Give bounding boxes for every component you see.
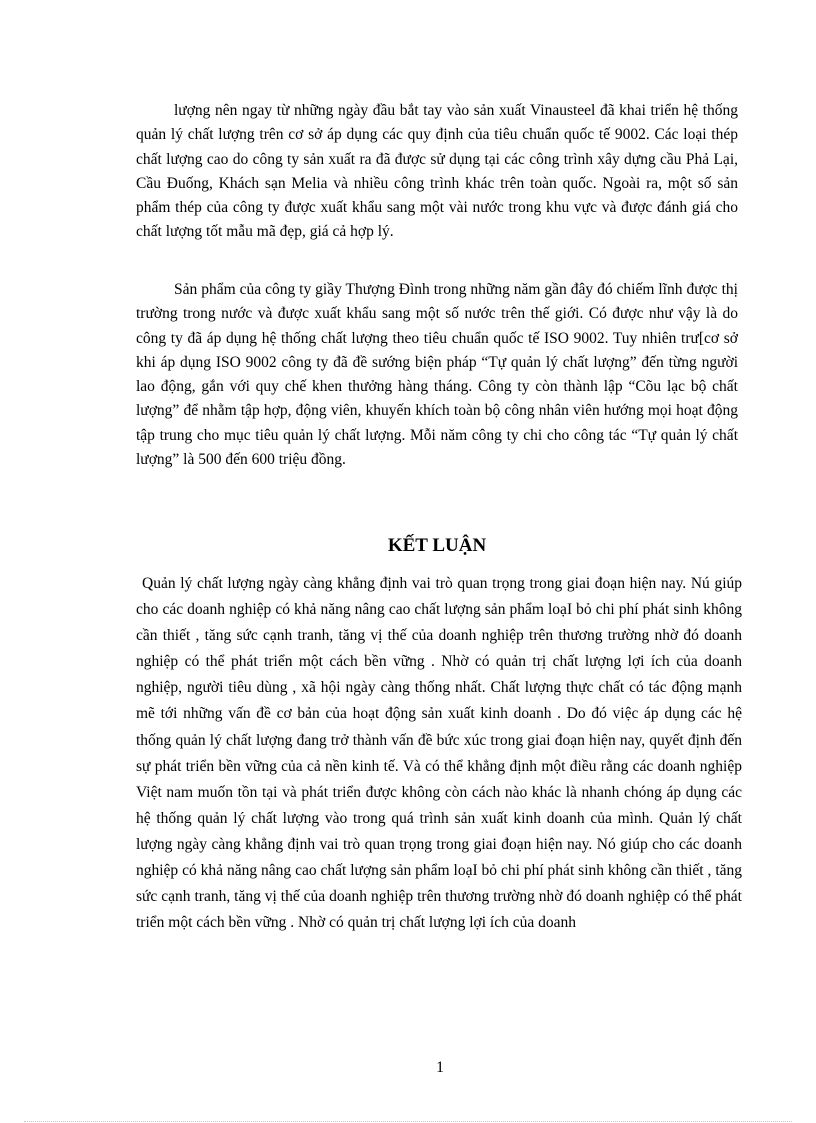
conclusion-paragraph: Quản lý chất lượng ngày càng khẳng định vai trò quan trọng trong giai đoạn hiện nay. Nú giúp cho các doanh nghiệp có khả năng nâng cao chất lượng sản phẩm loạI bỏ chi phí phát sinh không cần thiết , tăng sức cạnh tranh, tăng vị thế của doanh nghiệp trên thương trường nhờ đó doanh nghiệp có thể phát triển một cách bền vững . Nhờ có quản trị chất lượng lợi ích của doanh nghiệp, người tiêu dùng , xã hội ngày càng thống nhất. Chất lượng thực chất có tác động mạnh mẽ tới những vấn đề cơ bản của hoạt động sản xuất kinh doanh . Do đó việc áp dụng các hệ thống quản lý chất lượng đang trở thành vấn đề bức xúc trong giai đoạn hiện nay, quyết định đến sự phát triển bền vững của cả nền kinh tế. Và có thể khẳng định một điều rằng các doanh nghiệp Việt nam muốn tồn tại và phát triển được không còn cách nào khác là nhanh chóng áp dụng các hệ thống quản lý chất lượng vào trong quá trình sản xuất kinh doanh của mình. Quản lý chất lượng ngày càng khẳng định vai trò quan trọng trong giai đoạn hiện nay. Nó giúp cho các doanh nghiệp có khả năng nâng cao chất lượng sản phẩm loạI bỏ chi phí phát sinh không cần thiết , tăng sức cạnh tranh, tăng vị thế của doanh nghiệp trên thương trường nhờ đó doanh nghiệp có thể phát triển một cách bền vững . Nhờ có quản trị chất lượng lợi ích của doanh <box>136 575 742 932</box>
conclusion-heading: KẾT LUẬN <box>387 535 487 556</box>
page-bottom-divider <box>24 1121 792 1122</box>
body-paragraph-2: Sản phẩm của công ty giầy Thượng Đình trong những năm gần đây đó chiếm lĩnh được thị trường trong nước và được xuất khẩu sang một số nước trên thế giới. Có được như vậy là do công ty đã áp dụng hệ thống chất lượng theo tiêu chuẩn quốc tế ISO 9002. Tuy nhiên trư[cơ sở khi áp dụng ISO 9002 công ty đã đề sướng biện pháp “Tự quản lý chất lượng” đến từng người lao động, gắn với quy chế khen thưởng hàng tháng. Công ty còn thành lập “Cõu lạc bộ chất lượng” để nhằm tập hợp, động viên, khuyến khích toàn bộ công nhân viên hướng mọi hoạt động tập trung cho mục tiêu quản lý chất lượng. Mỗi năm công ty chi cho công tác “Tự quản lý chất lượng” là 500 đến 600 triệu đồng. <box>136 281 738 469</box>
body-paragraph-1: lượng nên ngay từ những ngày đầu bắt tay vào sản xuất Vinausteel đã khai triển hệ thống quản lý chất lượng trên cơ sở áp dụng các quy định của tiêu chuẩn quốc tế 9002. Các loại thép chất lượng cao do công ty sản xuất ra đã được sử dụng tại các công trình xây dựng cầu Phả Lại, Cầu Đuống, Khách sạn Melia và nhiều công trình khác trên toàn quốc. Ngoài ra, một số sản phẩm thép của công ty được xuất khẩu sang một vài nước trong khu vực và được đánh giá cho chất lượng tốt mẫu mã đẹp, giá cả hợp lý. <box>136 102 738 241</box>
page-number: 1 <box>436 1059 444 1076</box>
